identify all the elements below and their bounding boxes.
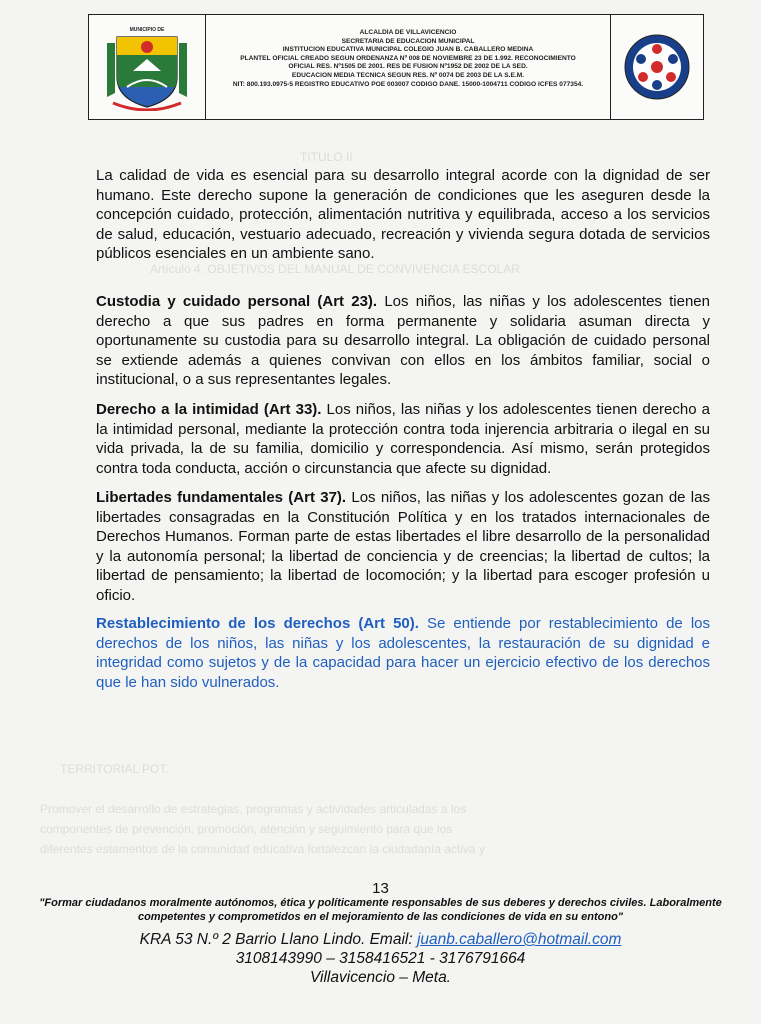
bleed-through-text: diferentes estamentos de la comunidad educativa fortalezcan la ciudadanía activa y <box>40 842 485 856</box>
phones-line: 3108143990 – 3158416521 - 3176791664 <box>235 950 526 967</box>
contact-block <box>0 930 761 987</box>
paragraph-intimidad <box>96 400 710 478</box>
letterhead <box>88 14 704 120</box>
bleed-through-text: componentes de prevención, promoción, atención y seguimiento para que los <box>40 822 453 836</box>
header-line: INSTITUCIÓN EDUCATIVA MUNICIPAL COLEGIO JUAN B. CABALLERO MEDINA <box>282 46 534 54</box>
header-line: PLANTEL OFICIAL CREADO SEGÚN ORDENANZA Nº 008 DE NOVIEMBRE 23 DE 1.992. RECONOCIMIENTO <box>240 54 576 62</box>
email-link[interactable]: juanb.caballero@hotmail.com <box>416 931 622 948</box>
paragraph-title: Custodia y cuidado personal (Art 23). <box>96 293 378 310</box>
city-line: Villavicencio – Meta. <box>309 969 451 986</box>
paragraph-custodia <box>96 292 710 390</box>
header-line: EDUCACION MEDIA TECNICA SEGÚN RES. Nº 0074 DE 2003 DE LA S.E.M. <box>291 71 525 79</box>
paragraph-title: Restablecimiento de los derechos (Art 50). <box>96 615 419 632</box>
paragraph-text: Los niños, las niñas y los adolescentes tienen derecho a que sus padres en forma permanente y solidaria asuman directa y oportunamente su custodia para su desarrollo integral. La obligación de cuidado personal se extiende además a quienes convivan con ellos en los ámbitos familiar, social o institucional, o a sus representantes legales. <box>96 293 710 388</box>
letterhead-text <box>207 29 609 89</box>
paragraph-text: Los niños, las niñas y los adolescentes tienen derecho a la intimidad personal, mediante la protección contra toda injerencia arbitraria o ilegal en su vida privada, la de su familia, domicilio y correspondencia. Así mismo, serán protegidos contra toda conducta, acción o circunstancia que afecte su dignidad. <box>96 401 710 477</box>
address-line <box>0 930 761 949</box>
paragraph-title: Libertades fundamentales (Art 37). <box>96 489 347 506</box>
paragraph-calidad-de-vida <box>96 166 710 264</box>
bleed-through-text: Promover el desarrollo de estrategias, programas y actividades articuladas a los <box>40 802 467 816</box>
paragraph-title: Derecho a la intimidad (Art 33). <box>96 401 322 418</box>
bleed-through-text: TITULO II <box>300 150 353 164</box>
shield-label: MUNICIPIO DE <box>129 27 165 33</box>
page-number: 13 <box>372 880 389 897</box>
header-line: NIT: 800.193.0975-5 REGISTRO EDUCATIVO POE 003007 CODIGO DANE. 15000-1004711 CODIGO ICFES 077354. <box>232 80 584 88</box>
letterhead-seal-cell <box>610 15 703 119</box>
bleed-through-text: Artículo 4. OBJETIVOS DEL MANUAL DE CONVIVENCIA ESCOLAR <box>150 262 520 276</box>
paragraph-text: Los niños, las niñas y los adolescentes gozan de las libertades consagradas en la Constitución Política y en los tratados internacionales de Derechos Humanos. Forman parte de estas libertades el libre desarrollo de la personalidad y la autonomía personal; la libertad de conciencia y de creencias; la libertad de cultos; la libertad de pensamiento; la libertad de locomoción; y la libertad para escoger profesión u oficio. <box>96 489 710 604</box>
header-line: ALCALDÍA DE VILLAVICENCIO <box>359 29 457 36</box>
letterhead-logo-cell <box>89 15 206 119</box>
header-line: SECRETARIA DE EDUCACIÓN MUNICIPAL <box>341 37 475 45</box>
paragraph-libertades <box>96 488 710 605</box>
institutional-motto <box>0 896 761 924</box>
motto-line: "Formar ciudadanos moralmente autónomos, ética y políticamente responsables de sus deberes y derechos civiles. Laboralmente <box>39 897 722 909</box>
bleed-through-text: TERRITORIAL POT. <box>60 762 169 776</box>
header-line: OFICIAL RES. Nº1505 DE 2001. RES DE FUSION Nº1952 DE 2002 DE LA SED. <box>288 63 528 71</box>
paragraph-restablecimiento <box>96 614 710 692</box>
paragraph-text: Se entiende por restablecimiento de los derechos de los niños, las niñas y los adolescentes, la restauración de su dignidad e integridad como sujetos y de la capacidad para hacer un ejercicio efectivo de los derechos que le han sido vulnerados. <box>96 615 711 691</box>
motto-line: competentes y comprometidos en el mejoramiento de las condiciones de vida en su entono" <box>137 911 624 923</box>
school-seal-icon <box>621 27 693 107</box>
address-text: KRA 53 N.º 2 Barrio Llano Lindo. Email: <box>139 931 417 948</box>
municipal-shield-icon <box>103 23 191 111</box>
paragraph-text: La calidad de vida es esencial para su desarrollo integral acorde con la dignidad de ser humano. Este derecho supone la generación de condiciones que les aseguren desde la concepción cuidado, protección, alimentación nutritiva y equilibrada, acceso a los servicios de salud, educación, vestuario adecuado, recreación y vivienda segura dotada de servicios públicos esenciales en un ambiente sano. <box>96 167 710 262</box>
